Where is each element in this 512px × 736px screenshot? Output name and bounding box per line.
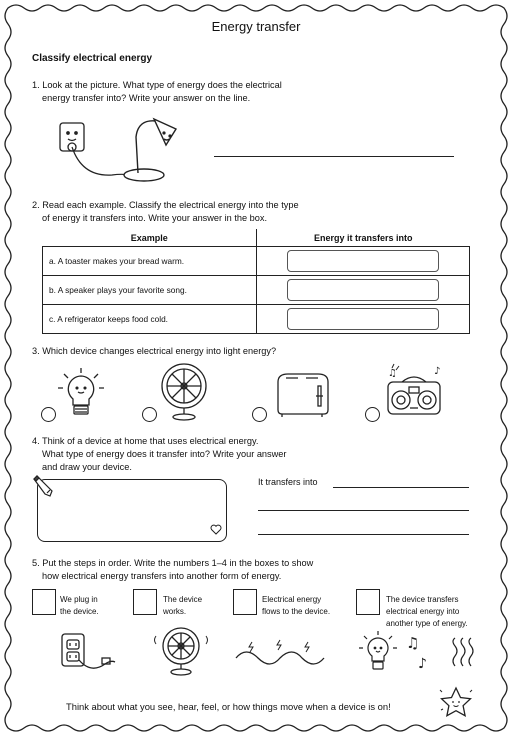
step-2-line2: works. [163,607,187,616]
step-4-line2: electrical energy into [386,607,460,616]
q5-line2: how electrical energy transfers into another form of energy. [42,571,282,581]
table-header-row [43,229,470,247]
answer-cell [257,305,470,334]
step-box-4[interactable] [356,589,380,615]
table-row [43,305,470,334]
table-row [43,276,470,305]
answer-box[interactable] [287,308,439,330]
q2-line2: of energy it transfers into. Write your answer in the box. [42,213,268,223]
radio-lightbulb[interactable] [41,407,56,422]
svg-text:♪: ♪ [434,366,441,377]
heart-icon [210,524,222,535]
transfers-into-label: It transfers into [258,477,318,487]
q2-line1: 2. Read each example. Classify the electrical energy into the type [32,200,299,210]
step-4-line1: The device transfers [386,595,459,604]
step-3-line2: flows to the device. [262,607,331,616]
fan-icon [152,626,210,676]
radio-icon [382,362,446,422]
answer-box[interactable] [287,250,439,272]
svg-text:♫: ♫ [388,368,397,379]
fan-icon [158,362,210,422]
lightbulb-icon [56,366,106,422]
step-1-line2: the device. [60,607,99,616]
step-2-line1: The device [163,595,203,604]
answer-box[interactable] [287,279,439,301]
step-3-line1: Electrical energy [262,595,322,604]
example-cell: b. A speaker plays your favorite song. [43,276,257,305]
draw-area[interactable] [37,479,227,542]
step-box-1[interactable] [32,589,56,615]
wave-icon [232,636,328,670]
table-row [43,247,470,276]
q1-illustration [58,117,178,187]
step-box-2[interactable] [133,589,157,615]
step-text-1 [60,594,99,618]
step-box-3[interactable] [233,589,257,615]
section-heading: Classify electrical energy [32,53,153,64]
lightbulb-icon [356,630,400,676]
music-notes-icon [404,632,438,672]
q4-line1: 4. Think of a device at home that uses electrical energy. [32,436,259,446]
q4-line2: What type of energy does it transfer into? Write your answer [42,449,287,459]
example-cell: a. A toaster makes your bread warm. [43,247,257,276]
transfers-answer-line[interactable] [333,487,469,488]
radio-fan[interactable] [142,407,157,422]
answer-line-2[interactable] [258,510,469,511]
col-energy-header: Energy it transfers into [257,229,470,247]
example-cell: c. A refrigerator keeps food cold. [43,305,257,334]
step-text-3 [262,594,330,618]
answer-line-3[interactable] [258,534,469,535]
step-text-2 [163,594,202,618]
star-icon [438,686,474,720]
footer-text: Think about what you see, hear, feel, or how things move when a device is on! [66,701,391,712]
heat-waves-icon [450,636,476,668]
outlet-icon [60,123,84,151]
q5-line1: 5. Put the steps in order. Write the numbers 1–4 in the boxes to show [32,558,314,568]
step-1-line1: We plug in [60,595,98,604]
desk-lamp-icon [124,119,176,181]
svg-text:♪: ♪ [418,656,427,672]
q1-line1: 1. Look at the picture. What type of energy does the electrical [32,80,282,90]
q1-answer-line[interactable] [214,156,454,157]
step-text-4 [386,594,468,630]
plug-icon [58,630,118,676]
answer-cell [257,247,470,276]
step-4-line3: another type of energy. [386,619,468,628]
radio-radio[interactable] [365,407,380,422]
col-example-header: Example [43,229,257,247]
toaster-icon [272,370,334,420]
radio-toaster[interactable] [252,407,267,422]
answer-cell [257,276,470,305]
pencil-icon [30,473,54,497]
q1-line2: energy transfer into? Write your answer on the line. [42,93,251,103]
q3-text: 3. Which device changes electrical energy into light energy? [32,346,277,356]
q4-line3: and draw your device. [42,462,132,472]
page-title: Energy transfer [211,19,301,34]
classify-table [42,229,470,334]
svg-text:♫: ♫ [406,634,420,652]
